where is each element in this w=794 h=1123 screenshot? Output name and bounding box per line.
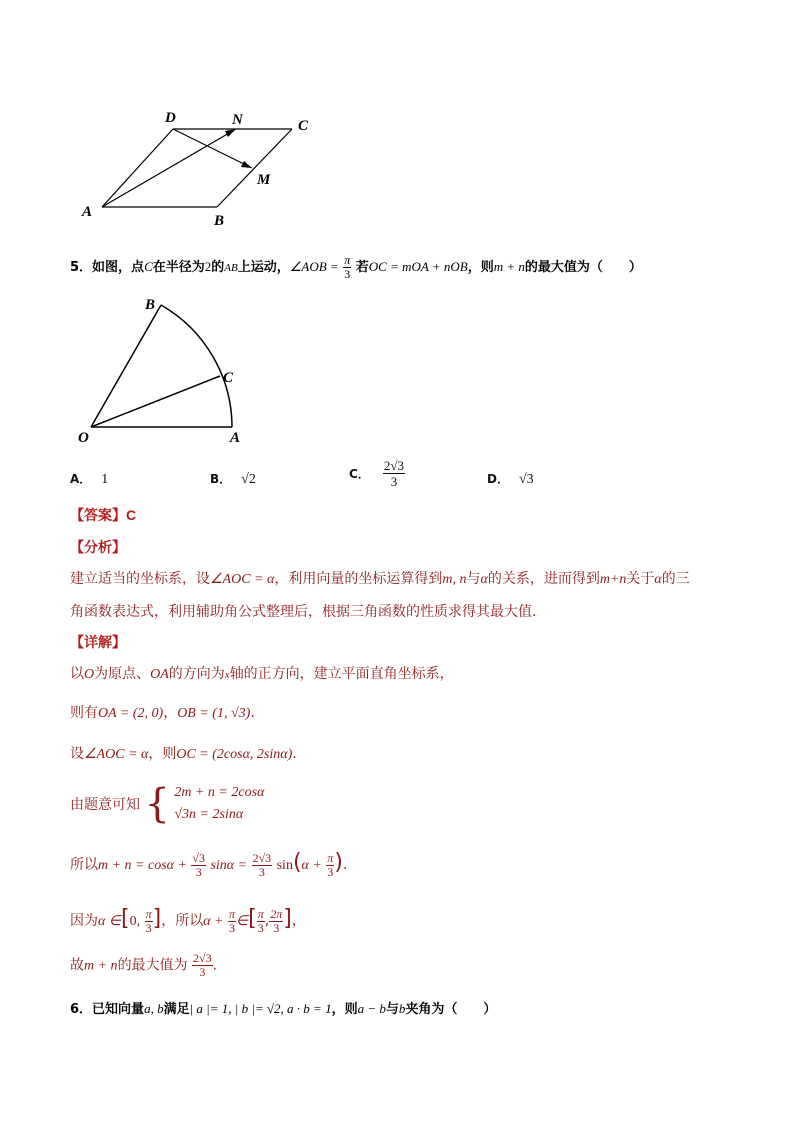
option-a[interactable]: A． 1 — [70, 472, 109, 487]
detail-line-6: 因为α ∈[0, $\frac{\pi}{3}$ ]，所以α + $\frac{\pi}{3}$ ∈[ $\frac{\pi}{3}$ , $\frac{2\pi}{3}$ ]， — [70, 906, 306, 935]
label-C2: C — [223, 370, 234, 386]
q5-angle-fraction: $\frac{\pi}{3}$ — [344, 253, 351, 281]
answer-value: C — [126, 507, 137, 523]
detail-line-1: 以O为原点、OA的方向为x轴的正方向，建立平面直角坐标系， — [70, 666, 454, 682]
question-6: 6．已知向量a, b满足| a |= 1, | b |= √2, a · b = 1，则a − b与b夹角为（ ） — [70, 1001, 497, 1017]
label-A2: A — [230, 430, 241, 446]
label-O2: O — [78, 430, 89, 446]
label-M: M — [257, 172, 271, 188]
label-B: B — [214, 213, 225, 229]
label-B2: B — [145, 297, 156, 313]
analysis-line-2: 角函数表达式，利用辅助角公式整理后，根据三角函数的性质求得其最大值. — [70, 604, 537, 620]
q6-number: 6． — [70, 1002, 93, 1017]
answer-line — [70, 505, 136, 525]
q5-number: 5． — [70, 260, 93, 275]
answer-tag: 【答案】 — [70, 508, 126, 524]
detail-line-4: 由题意可知 { 2m + n = 2cosα √3n = 2sinα — [70, 781, 265, 827]
label-C: C — [298, 118, 309, 134]
option-c[interactable]: C． $\frac{2√3}{3}$ — [349, 458, 405, 489]
detail-line-5: 所以m + n = cosα + $\frac{√3}{3}$ sinα = $\frac{2√3}{3}$ sin(α + $\frac{\pi}{3}$ ). — [70, 850, 348, 879]
analysis-tag: 【分析】 — [70, 540, 126, 556]
detail-line-3: 设∠AOC = α，则OC = (2cosα, 2sinα). — [70, 746, 297, 762]
parallelogram-figure — [70, 105, 330, 230]
label-A: A — [82, 204, 93, 220]
label-N: N — [232, 112, 243, 128]
question-5: 5．如图，点C在半径为2的AB上运动，∠AOB = $\frac{\pi}{3}$ 若OC = mOA + nOB，则m + n的最大值为（ ） — [70, 253, 642, 281]
detail-tag: 【详解】 — [70, 635, 126, 651]
sector-figure — [75, 292, 260, 447]
option-d[interactable]: D． √3 — [487, 472, 534, 487]
option-b[interactable]: B． √2 — [210, 472, 256, 487]
detail-line-2: 则有OA = (2, 0)，OB = (1, √3). — [70, 705, 255, 721]
label-D: D — [165, 110, 176, 126]
detail-line-7: 故m + n的最大值为 $\frac{2√3}{3}$ . — [70, 951, 218, 979]
analysis-line-1: 建立适当的坐标系，设∠AOC = α，利用向量的坐标运算得到m, n与α的关系，进而得到m+n关于α的三 — [70, 571, 690, 587]
option-c-fraction: $\frac{2√3}{3}$ — [383, 458, 405, 489]
